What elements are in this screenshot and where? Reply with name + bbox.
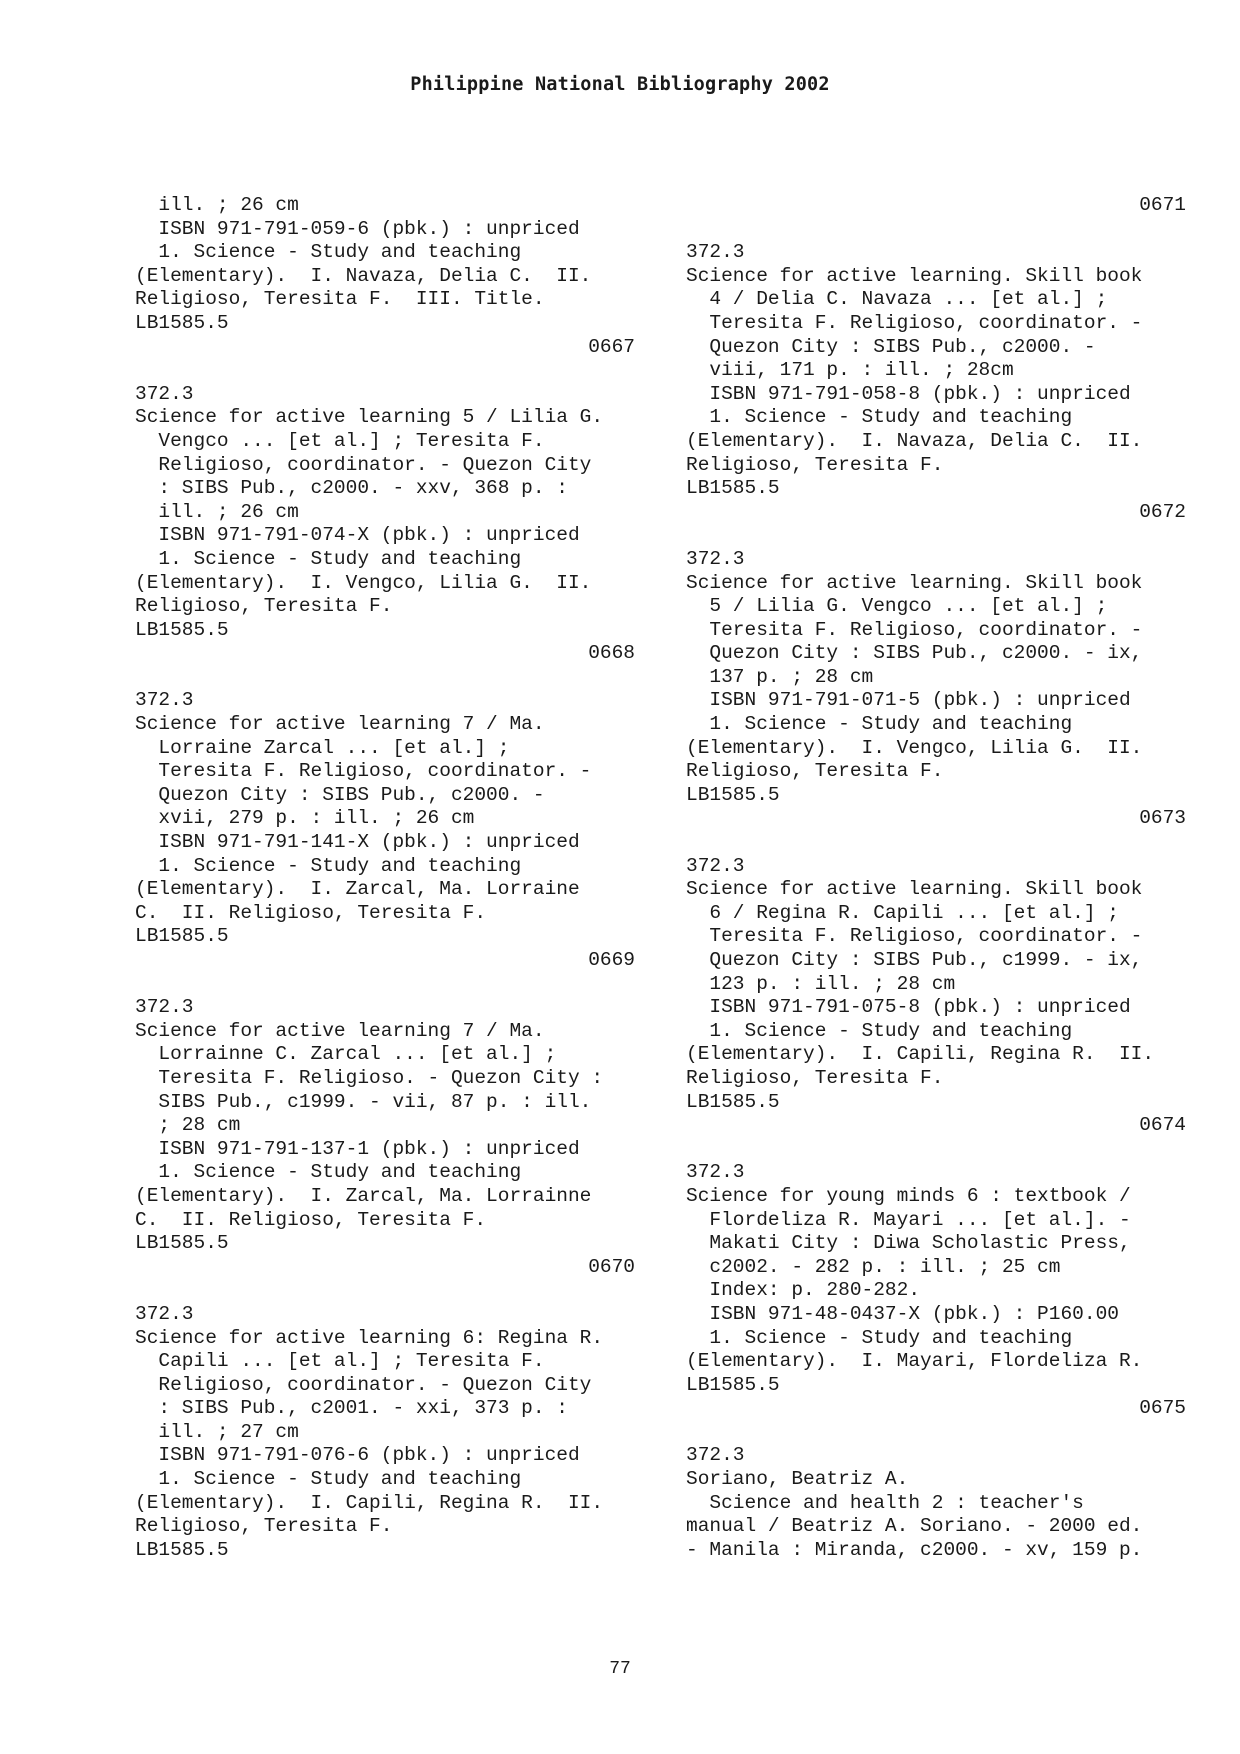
text-line: Science for young minds 6 : textbook / <box>686 1184 1131 1207</box>
text-line: 372.3 <box>135 382 194 405</box>
text-line: C. II. Religioso, Teresita F. <box>135 901 487 924</box>
entry-number: 0672 <box>1139 500 1186 523</box>
text-line: Index: p. 280-282. <box>686 1279 921 1302</box>
text-line: 123 p. : ill. ; 28 cm <box>686 972 956 995</box>
text-line: ISBN 971-791-075-8 (pbk.) : unpriced <box>686 996 1131 1019</box>
text-line: 372.3 <box>686 1444 745 1467</box>
text-line: (Elementary). I. Navaza, Delia C. II. <box>686 429 1143 452</box>
text-line: Religioso, coordinator. - Quezon City <box>135 1373 592 1396</box>
text-line: (Elementary). I. Vengco, Lilia G. II. <box>135 571 592 594</box>
text-line: ISBN 971-791-074-X (pbk.) : unpriced <box>135 524 580 547</box>
text-line: Lorrainne C. Zarcal ... [et al.] ; <box>135 1043 557 1066</box>
text-line: Science for active learning 5 / Lilia G. <box>135 406 604 429</box>
text-line: Flordeliza R. Mayari ... [et al.]. - <box>686 1208 1131 1231</box>
text-line: (Elementary). I. Zarcal, Ma. Lorraine <box>135 878 580 901</box>
text-line: 4 / Delia C. Navaza ... [et al.] ; <box>686 288 1108 311</box>
text-line <box>135 1279 635 1303</box>
text-line <box>686 218 1186 242</box>
text-line <box>686 831 1186 855</box>
text-line: 372.3 <box>686 547 745 570</box>
text-line: Teresita F. Religioso, coordinator. - <box>686 311 1143 334</box>
text-line: ISBN 971-48-0437-X (pbk.) : P160.00 <box>686 1302 1119 1325</box>
text-line: LB1585.5 <box>686 783 780 806</box>
text-line: Religioso, coordinator. - Quezon City <box>135 453 592 476</box>
text-line: 1. Science - Study and teaching <box>686 713 1073 736</box>
text-line: (Elementary). I. Navaza, Delia C. II. <box>135 264 592 287</box>
text-line: viii, 171 p. : ill. ; 28cm <box>686 359 1014 382</box>
text-line: Science for active learning 7 / Ma. <box>135 1019 545 1042</box>
text-line: LB1585.5 <box>135 925 229 948</box>
text-line: - Manila : Miranda, c2000. - xv, 159 p. <box>686 1538 1143 1561</box>
text-line <box>686 524 1186 548</box>
text-line: (Elementary). I. Mayari, Flordeliza R. <box>686 1350 1143 1373</box>
text-line: LB1585.5 <box>135 311 229 334</box>
text-line: Quezon City : SIBS Pub., c2000. - <box>686 335 1096 358</box>
text-line: ill. ; 26 cm <box>135 194 299 216</box>
text-line: 137 p. ; 28 cm <box>686 665 874 688</box>
right-column <box>686 194 1186 1562</box>
text-line: ISBN 971-791-071-5 (pbk.) : unpriced <box>686 689 1131 712</box>
text-line: LB1585.5 <box>135 618 229 641</box>
text-line <box>686 1421 1186 1445</box>
entry-number: 0674 <box>1139 1114 1186 1137</box>
text-line: Teresita F. Religioso, coordinator. - <box>135 760 592 783</box>
text-line: Vengco ... [et al.] ; Teresita F. <box>135 429 545 452</box>
text-line: SIBS Pub., c1999. - vii, 87 p. : ill. <box>135 1090 592 1113</box>
text-line: : SIBS Pub., c2001. - xxi, 373 p. : <box>135 1397 568 1420</box>
text-line: Science and health 2 : teacher's <box>686 1491 1084 1514</box>
text-line: 1. Science - Study and teaching <box>686 406 1073 429</box>
entry-number: 0675 <box>1139 1397 1186 1420</box>
text-line: 372.3 <box>135 1302 194 1325</box>
left-column <box>135 194 635 1562</box>
text-line: Science for active learning. Skill book <box>686 571 1143 594</box>
text-line: LB1585.5 <box>135 1232 229 1255</box>
text-line: (Elementary). I. Capili, Regina R. II. <box>135 1491 604 1514</box>
entry-number: 0673 <box>1139 807 1186 830</box>
text-line: Teresita F. Religioso. - Quezon City : <box>135 1066 604 1089</box>
text-line: 372.3 <box>686 241 745 264</box>
text-line: Science for active learning. Skill book <box>686 878 1143 901</box>
text-line: Science for active learning 6: Regina R. <box>135 1326 604 1349</box>
text-line: ill. ; 26 cm <box>135 500 299 523</box>
text-line: (Elementary). I. Zarcal, Ma. Lorrainne <box>135 1184 592 1207</box>
text-line <box>135 359 635 383</box>
entry-number: 0668 <box>588 642 635 665</box>
page-number: 77 <box>609 1659 631 1679</box>
text-line: LB1585.5 <box>135 1538 229 1561</box>
text-line: Religioso, Teresita F. III. Title. <box>135 288 545 311</box>
page-title: Philippine National Bibliography 2002 <box>410 74 830 95</box>
text-line: LB1585.5 <box>686 1090 780 1113</box>
text-line: 372.3 <box>135 996 194 1019</box>
text-line <box>686 1138 1186 1162</box>
text-line: LB1585.5 <box>686 477 780 500</box>
text-line: Religioso, Teresita F. <box>135 595 393 618</box>
text-line: Teresita F. Religioso, coordinator. - <box>686 925 1143 948</box>
entry-number: 0667 <box>588 335 635 358</box>
text-line: manual / Beatriz A. Soriano. - 2000 ed. <box>686 1515 1143 1538</box>
text-line: ISBN 971-791-058-8 (pbk.) : unpriced <box>686 382 1131 405</box>
text-line: 1. Science - Study and teaching <box>135 241 522 264</box>
text-line: Religioso, Teresita F. <box>686 453 944 476</box>
text-line: 1. Science - Study and teaching <box>135 854 522 877</box>
text-line: 6 / Regina R. Capili ... [et al.] ; <box>686 901 1119 924</box>
text-line: Quezon City : SIBS Pub., c2000. - ix, <box>686 642 1143 665</box>
text-line <box>135 973 635 997</box>
text-line: 1. Science - Study and teaching <box>135 1161 522 1184</box>
text-line: Religioso, Teresita F. <box>686 760 944 783</box>
text-line: ISBN 971-791-059-6 (pbk.) : unpriced <box>135 217 580 240</box>
text-line: (Elementary). I. Vengco, Lilia G. II. <box>686 736 1143 759</box>
text-line: Science for active learning. Skill book <box>686 264 1143 287</box>
text-line: Lorraine Zarcal ... [et al.] ; <box>135 736 510 759</box>
text-line: 1. Science - Study and teaching <box>686 1019 1073 1042</box>
text-line: Capili ... [et al.] ; Teresita F. <box>135 1350 545 1373</box>
text-line: 372.3 <box>135 689 194 712</box>
text-line: Religioso, Teresita F. <box>686 1066 944 1089</box>
text-line: ill. ; 27 cm <box>135 1420 299 1443</box>
text-line: Religioso, Teresita F. <box>135 1515 393 1538</box>
entry-number: 0669 <box>588 949 635 971</box>
text-line: (Elementary). I. Capili, Regina R. II. <box>686 1043 1155 1066</box>
text-line <box>135 666 635 690</box>
text-line: 1. Science - Study and teaching <box>686 1326 1073 1349</box>
text-line: ISBN 971-791-076-6 (pbk.) : unpriced <box>135 1444 580 1467</box>
entry-number: 0671 <box>1139 194 1186 216</box>
text-line: ; 28 cm <box>135 1114 241 1137</box>
text-line: Soriano, Beatriz A. <box>686 1468 909 1491</box>
text-line: 372.3 <box>686 1161 745 1184</box>
text-line: 5 / Lilia G. Vengco ... [et al.] ; <box>686 595 1108 618</box>
text-line: Quezon City : SIBS Pub., c2000. - <box>135 783 545 806</box>
text-line: ISBN 971-791-137-1 (pbk.) : unpriced <box>135 1137 580 1160</box>
text-line: C. II. Religioso, Teresita F. <box>135 1208 487 1231</box>
text-line: c2002. - 282 p. : ill. ; 25 cm <box>686 1255 1061 1278</box>
text-line: Makati City : Diwa Scholastic Press, <box>686 1232 1131 1255</box>
text-line: 1. Science - Study and teaching <box>135 1468 522 1491</box>
text-line: xvii, 279 p. : ill. ; 26 cm <box>135 807 475 830</box>
text-line: 372.3 <box>686 854 745 877</box>
text-line: Quezon City : SIBS Pub., c1999. - ix, <box>686 949 1143 971</box>
text-line: Science for active learning 7 / Ma. <box>135 713 545 736</box>
entry-number: 0670 <box>588 1255 635 1278</box>
text-line: Teresita F. Religioso, coordinator. - <box>686 618 1143 641</box>
text-line: LB1585.5 <box>686 1373 780 1396</box>
text-line: 1. Science - Study and teaching <box>135 547 522 570</box>
text-line: ISBN 971-791-141-X (pbk.) : unpriced <box>135 831 580 854</box>
text-line: : SIBS Pub., c2000. - xxv, 368 p. : <box>135 477 568 500</box>
